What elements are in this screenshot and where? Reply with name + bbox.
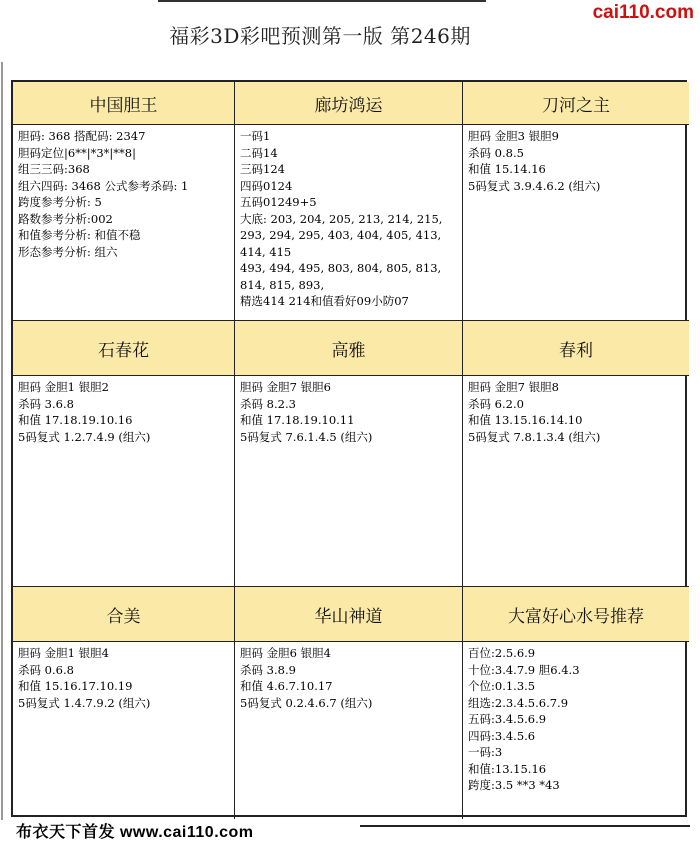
- cell-line: 杀码 6.2.0: [468, 396, 524, 411]
- cell-line: 5码复式 7.8.1.3.4 (组六): [468, 429, 601, 444]
- cell-line: 和值:13.15.16: [468, 761, 547, 776]
- cell-line: 5码复式 1.2.7.4.9 (组六): [18, 429, 151, 444]
- cell-line: 杀码 3.6.8: [18, 396, 74, 411]
- cell-line: 胆码 金胆7 银胆6: [240, 380, 331, 394]
- cell-header-6: 春利: [463, 321, 689, 376]
- cell-line: 胆码 金胆1 银胆4: [18, 646, 109, 660]
- cell-line: 跨度参考分析: 5: [18, 195, 102, 209]
- cell-line: 493, 494, 495, 803, 804, 805, 813,: [240, 261, 442, 275]
- cell-line: 个位:0.1.3.5: [468, 679, 536, 693]
- cell-line: 二码14: [240, 145, 278, 160]
- cell-line: 一码:3: [468, 745, 503, 759]
- cell-line: 组选:2.3.4.5.6.7.9: [468, 695, 569, 710]
- cell-header-2: 廊坊鸿运: [235, 82, 463, 125]
- footer-text: 布衣天下首发 www.cai110.com: [16, 824, 254, 841]
- cell-line: 形态参考分析: 组六: [18, 244, 118, 259]
- prediction-grid: [11, 80, 687, 817]
- cell-line: 814, 815, 893,: [240, 277, 325, 292]
- cell-header-1: 中国胆王: [13, 82, 235, 125]
- cell-line: 十位:3.4.7.9 胆6.4.3: [468, 662, 580, 677]
- top-rule: [158, 0, 486, 2]
- cell-line: 胆码定位|6**|*3*|**8|: [18, 145, 136, 160]
- cell-line: 五码:3.4.5.6.9: [468, 712, 547, 726]
- cell-line: 杀码 3.8.9: [240, 662, 296, 677]
- cell-header-8: 华山神道: [235, 587, 463, 642]
- cell-body-3: [463, 125, 689, 321]
- cell-line: 5码复式 1.4.7.9.2 (组六): [18, 695, 151, 710]
- cell-line: 5码复式 7.6.1.4.5 (组六): [240, 429, 373, 444]
- cell-body-2: [235, 125, 463, 321]
- cell-body-5: [235, 376, 463, 587]
- cell-line: 胆码 金胆6 银胆4: [240, 646, 331, 660]
- cell-line: 杀码 8.2.3: [240, 396, 296, 411]
- cell-line: 和值 17.18.19.10.11: [240, 413, 355, 427]
- cell-line: 四码0124: [240, 178, 293, 193]
- cell-header-7: 合美: [13, 587, 235, 642]
- cell-line: 和值 15.16.17.10.19: [18, 679, 133, 693]
- cell-line: 组三三码:368: [18, 162, 90, 176]
- cell-line: 跨度:3.5 **3 *43: [468, 778, 560, 792]
- cell-header-3: 刀河之主: [463, 82, 689, 125]
- cell-line: 精选414 214和值看好09小防07: [240, 294, 409, 308]
- cell-line: 路数参考分析:002: [18, 211, 113, 226]
- cell-line: 5码复式 0.2.4.6.7 (组六): [240, 695, 373, 710]
- cell-header-5: 高雅: [235, 321, 463, 376]
- cell-line: 胆码: 368 搭配码: 2347: [18, 129, 146, 143]
- left-rule: [1, 62, 3, 820]
- footer-rule: [360, 825, 690, 827]
- cell-body-6: [463, 376, 689, 587]
- cell-line: 414, 415: [240, 244, 292, 259]
- cell-line: 五码01249+5: [240, 195, 317, 209]
- cell-line: 组六四码: 3468 公式参考杀码: 1: [18, 178, 189, 193]
- page-title: 福彩3D彩吧预测第一版 第246期: [169, 24, 471, 48]
- cell-header-4: 石春花: [13, 321, 235, 376]
- cell-line: 和值参考分析: 和值不稳: [18, 228, 141, 242]
- cell-line: 和值 13.15.16.14.10: [468, 413, 583, 427]
- cell-line: 大底: 203, 204, 205, 213, 214, 215,: [240, 211, 443, 226]
- cell-line: 杀码 0.8.5: [468, 145, 524, 160]
- cell-line: 百位:2.5.6.9: [468, 646, 536, 660]
- cell-line: 和值 4.6.7.10.17: [240, 679, 333, 693]
- cell-body-7: [13, 642, 235, 819]
- cell-line: 杀码 0.6.8: [18, 662, 74, 677]
- site-badge[interactable]: cai110.com: [592, 2, 694, 23]
- cell-body-1: [13, 125, 235, 321]
- cell-line: 胆码 金胆1 银胆2: [18, 380, 109, 394]
- cell-line: 和值 15.14.16: [468, 162, 546, 176]
- cell-line: 和值 17.18.19.10.16: [18, 413, 133, 427]
- cell-line: 293, 294, 295, 403, 404, 405, 413,: [240, 228, 442, 242]
- cell-body-4: [13, 376, 235, 587]
- cell-line: 胆码 金胆3 银胆9: [468, 129, 559, 143]
- cell-line: 一码1: [240, 129, 271, 143]
- cell-header-9: 大富好心水号推荐: [463, 587, 689, 642]
- cell-body-8: [235, 642, 463, 819]
- cell-line: 四码:3.4.5.6: [468, 728, 536, 743]
- cell-line: 三码124: [240, 162, 285, 176]
- cell-line: 胆码 金胆7 银胆8: [468, 380, 559, 394]
- cell-body-9: [463, 642, 689, 819]
- cell-line: 5码复式 3.9.4.6.2 (组六): [468, 178, 601, 193]
